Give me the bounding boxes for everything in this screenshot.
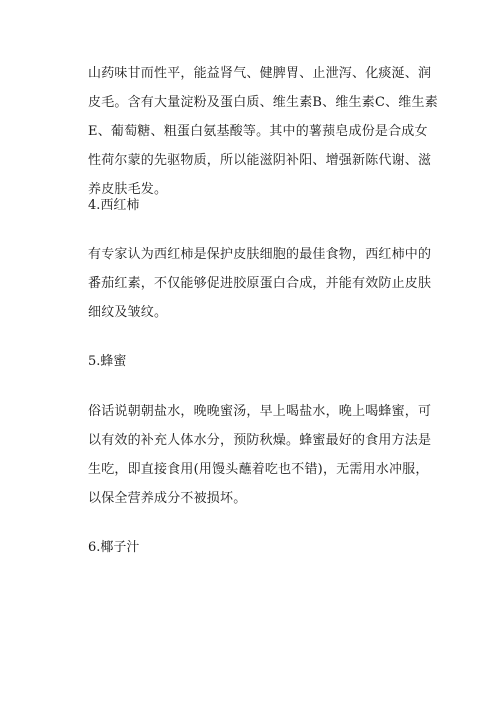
paragraph-honey: 俗话说朝朝盐水，晚晚蜜汤，早上喝盐水，晚上喝蜂蜜，可以有效的补充人体水分，预防秋燥。蜂蜜最好的食用方法是生吃，即直接食用(用馒头蘸着吃也不错)，无需用水冲服，以保全营养成分不被损坏。 [88,404,432,506]
heading-tomato: 4.西红柿 [88,198,140,213]
paragraph-yam: 山药味甘而性平，能益肾气、健脾胃、止泄泻、化痰涎、润皮毛。含有大量淀粉及蛋白质、维生素B、维生素C、维生素E、葡萄糖、粗蛋白氨基酸等。其中的薯蓣皂成份是合成女性荷尔蒙的先驱物质，所以能滋阴补阳、增强新陈代谢、滋养皮肤毛发。 [88,66,438,197]
paragraph-tomato: 有专家认为西红柿是保护皮肤细胞的最佳食物，西红柿中的番茄红素，不仅能够促进胶原蛋白合成，并能有效防止皮肤细纹及皱纹。 [88,247,432,320]
heading-honey: 5.蜂蜜 [88,354,127,369]
heading-coconut: 6.椰子汁 [88,540,140,555]
